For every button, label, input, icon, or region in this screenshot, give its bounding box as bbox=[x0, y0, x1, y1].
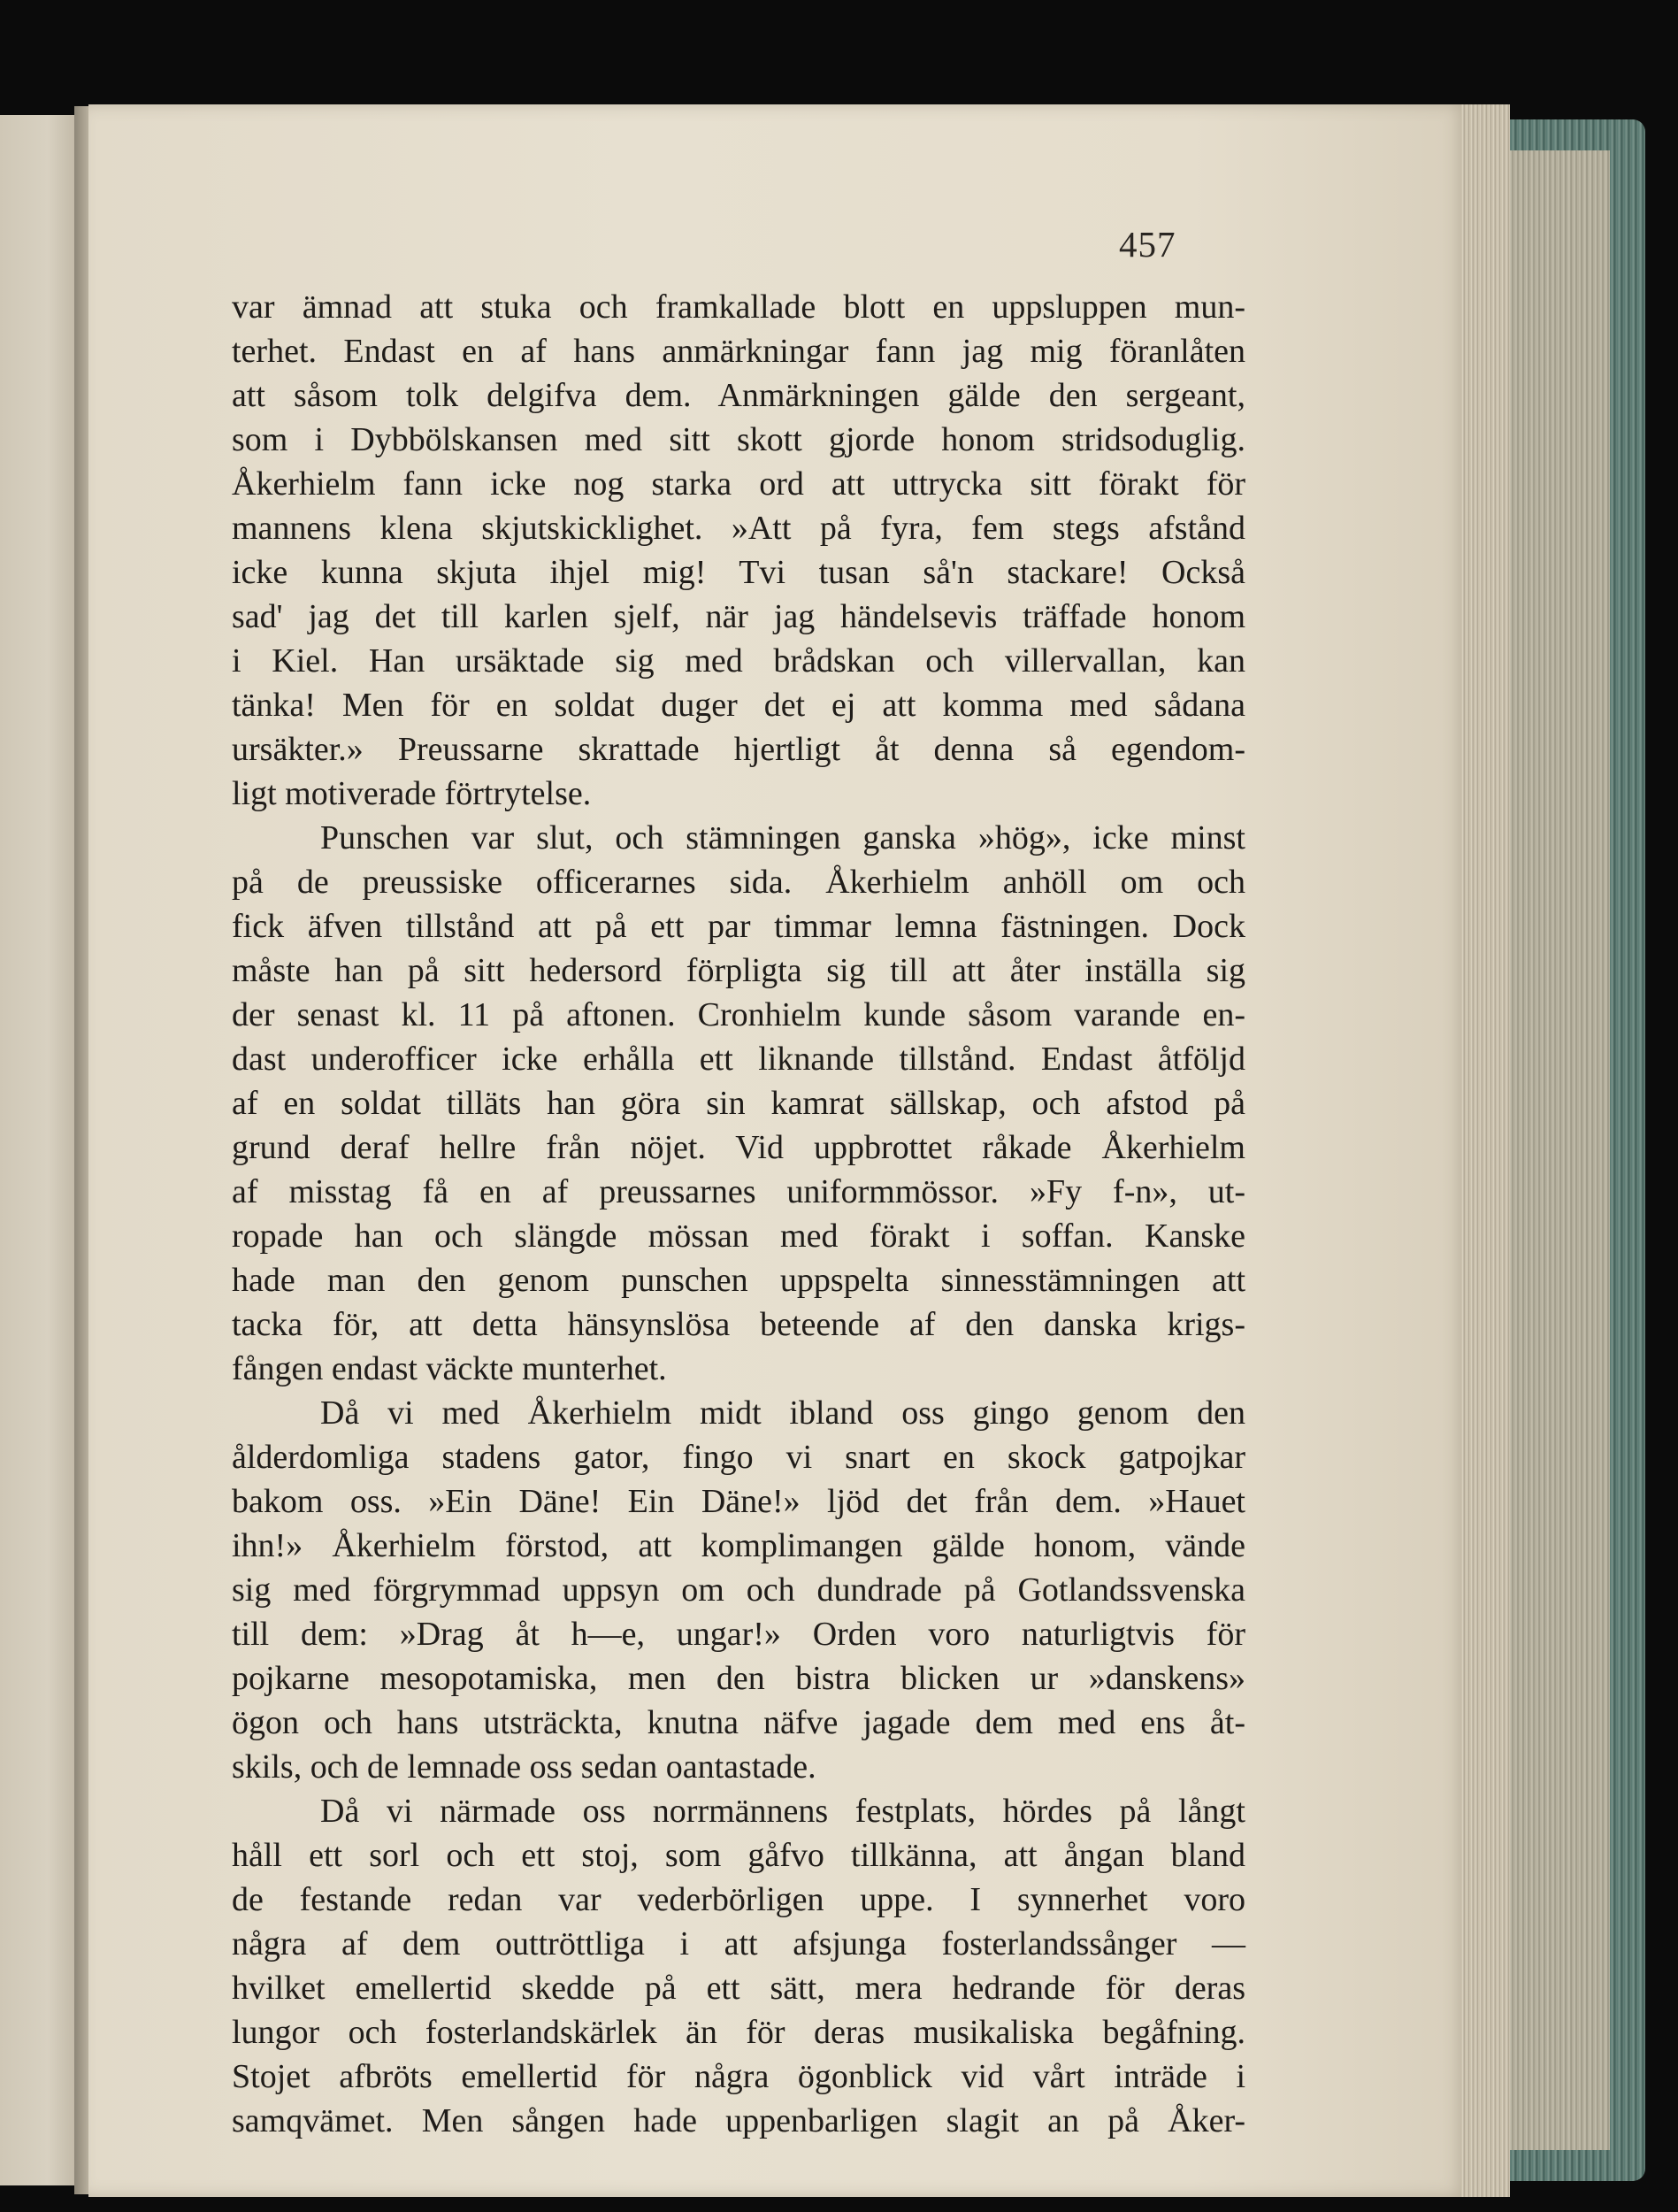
text-line: icke kunna skjuta ihjel mig! Tvi tusan så'n stackare! Också bbox=[232, 554, 1245, 591]
text-line: tänka! Men för en soldat duger det ej att komma med sådana bbox=[232, 687, 1245, 724]
text-line: att såsom tolk delgifva dem. Anmärkningen gälde den sergeant, bbox=[232, 377, 1245, 414]
paragraph-first-line: Då vi närmade oss norrmännens festplats, hördes på långt bbox=[320, 1793, 1245, 1830]
text-line: skils, och de lemnade oss sedan oantastade. bbox=[232, 1748, 816, 1786]
text-line: dast underofficer icke erhålla ett liknande tillstånd. Endast åtföljd bbox=[232, 1041, 1245, 1078]
paragraph-first-line: Då vi med Åkerhielm midt ibland oss gingo genom den bbox=[320, 1394, 1245, 1432]
paragraph-first-line: Punschen var slut, och stämningen ganska »hög», icke minst bbox=[320, 819, 1245, 856]
text-line: mannens klena skjutskicklighet. »Att på fyra, fem stegs afstånd bbox=[232, 510, 1245, 547]
text-line: der senast kl. 11 på aftonen. Cronhielm kunde såsom varande en- bbox=[232, 996, 1245, 1033]
text-line: ögon och hans utsträckta, knutna näfve jagade dem med ens åt- bbox=[232, 1704, 1245, 1741]
page-edges bbox=[1461, 104, 1510, 2197]
text-line: lungor och fosterlandskärlek än för deras musikaliska begåfning. bbox=[232, 2014, 1245, 2051]
text-line: samqvämet. Men sången hade uppenbarligen slagit an på Åker- bbox=[232, 2102, 1245, 2139]
text-line: Stojet afbröts emellertid för några ögonblick vid vårt inträde i bbox=[232, 2058, 1245, 2095]
text-line: ligt motiverade förtrytelse. bbox=[232, 775, 592, 812]
text-line: af en soldat tilläts han göra sin kamrat sällskap, och afstod på bbox=[232, 1085, 1245, 1122]
text-line: sad' jag det till karlen sjelf, när jag händelsevis träffade honom bbox=[232, 598, 1245, 635]
text-line: måste han på sitt hedersord förpligta sig till att åter inställa sig bbox=[232, 952, 1245, 989]
text-line: de festande redan var vederbörligen uppe. I synnerhet voro bbox=[232, 1881, 1245, 1918]
text-line: grund deraf hellre från nöjet. Vid uppbrottet råkade Åkerhielm bbox=[232, 1129, 1245, 1166]
text-line: i Kiel. Han ursäktade sig med brådskan och villervallan, kan bbox=[232, 642, 1245, 680]
text-line: Åkerhielm fann icke nog starka ord att uttrycka sitt förakt för bbox=[232, 465, 1245, 503]
text-line: på de preussiske officerarnes sida. Åkerhielm anhöll om och bbox=[232, 864, 1245, 901]
text-line: några af dem outtröttliga i att afsjunga fosterlandssånger — bbox=[232, 1925, 1245, 1962]
text-line: ropade han och slängde mössan med förakt i soffan. Kanske bbox=[232, 1217, 1245, 1255]
text-line: tacka för, att detta hänsynslösa beteende af den danska krigs- bbox=[232, 1306, 1245, 1343]
text-line: håll ett sorl och ett stoj, som gåfvo tillkänna, att ångan bland bbox=[232, 1837, 1245, 1874]
text-line: terhet. Endast en af hans anmärkningar fann jag mig föranlåten bbox=[232, 333, 1245, 370]
text-line: bakom oss. »Ein Däne! Ein Däne!» ljöd det från dem. »Hauet bbox=[232, 1483, 1245, 1520]
text-line: hvilket emellertid skedde på ett sätt, mera hedrande för deras bbox=[232, 1970, 1245, 2007]
text-line: ihn!» Åkerhielm förstod, att komplimangen gälde honom, vände bbox=[232, 1527, 1245, 1564]
text-line: var ämnad att stuka och framkallade blott en uppsluppen mun- bbox=[232, 288, 1245, 326]
page-number: 457 bbox=[1119, 224, 1176, 265]
text-line: ålderdomliga stadens gator, fingo vi snart en skock gatpojkar bbox=[232, 1439, 1245, 1476]
text-line: sig med förgrymmad uppsyn om och dundrade på Gotlandssvenska bbox=[232, 1571, 1245, 1609]
text-line: af misstag få en af preussarnes uniformmössor. »Fy f-n», ut- bbox=[232, 1173, 1245, 1210]
text-line: till dem: »Drag åt h—e, ungar!» Orden voro naturligtvis för bbox=[232, 1616, 1245, 1653]
text-line: fången endast väckte munterhet. bbox=[232, 1350, 667, 1387]
body-text bbox=[232, 285, 1245, 2143]
page-stack-edge bbox=[1504, 150, 1610, 2150]
text-line: som i Dybbölskansen med sitt skott gjorde honom stridsoduglig. bbox=[232, 421, 1245, 458]
text-line: pojkarne mesopotamiska, men den bistra blicken ur »danskens» bbox=[232, 1660, 1245, 1697]
left-page-edge bbox=[0, 115, 80, 2185]
text-line: hade man den genom punschen uppspelta sinnesstämningen att bbox=[232, 1262, 1245, 1299]
text-line: ursäkter.» Preussarne skrattade hjertligt åt denna så egendom- bbox=[232, 731, 1245, 768]
text-line: fick äfven tillstånd att på ett par timmar lemna fästningen. Dock bbox=[232, 908, 1245, 945]
